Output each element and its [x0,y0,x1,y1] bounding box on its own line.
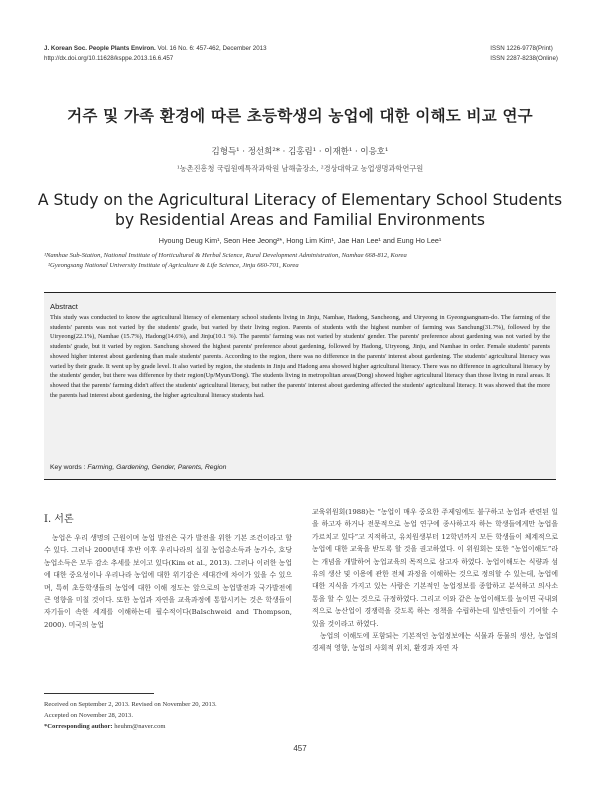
footnotes [44,699,294,732]
volume-info: Vol. 16 No. 6: 457-462, December 2013 [157,45,267,52]
accepted-date: Accepted on November 28, 2013. [44,712,133,719]
intro-paragraph-1: 농업은 우리 생명의 근원이며 농업 발전은 국가 발전을 위한 기본 조건이라고 할 수 있다. 그러나 2000년대 후반 이후 우리나라의 실질 농업총소득과 농가수, 호당 농업소득은 모두 감소 추세를 보이고 있다(Kim et al., 2013). 그러나 이러한 농업에 대한 중요성이나 우리나라 농업에 대한 위기감은 세대간에 차이가 있을 수 있으며, 특히 초등학생들의 농업에 대한 이해 정도는 앞으로의 농업발전과 국가발전에 큰 영향을 미칠 것이다. 또한 농업과 자연을 교육과정에 통합시키는 것은 학생들이 자기들이 속한 세계를 이해하는데 필수적이다(Balschweid and Thompson, 2000). 미국의 농업 [44,534,292,629]
affiliation-english-2: ²Gyeongsang National University Institute of Agriculture & Life Science, Jinju 660-701, Korea [48,262,299,269]
title-english: A Study on the Agricultural Literacy of Elementary School Students by Residential Areas and Familial Environments [37,191,563,229]
title-korean: 거주 및 가족 환경에 따른 초등학생의 농업에 대한 이해도 비교 연구 [67,106,533,125]
body-column-right [312,506,558,655]
doi-link[interactable]: http://dx.doi.org/10.11628/ksppe.2013.16.6.457 [44,55,174,62]
corresponding-author [44,721,294,732]
issn-print: ISSN 1226-9778(Print) [490,45,553,52]
keywords-label: Key words : [50,464,86,471]
affiliation-korean: ¹농촌진흥청 국립원예특작과학원 남해출장소, ²경상대학교 농업생명과학연구원 [176,164,424,173]
intro-paragraph-3: 농업의 이해도에 포함되는 기본적인 농업정보에는 식물과 동물의 생산, 농업의 경제적 영향, 농업의 사회적 위치, 환경과 자연 자 [312,632,558,653]
abstract-heading: Abstract [50,302,78,311]
abstract-body: This study was conducted to know the agricultural literacy of elementary school students living in Jinju, Namhae, Hadong, Sancheong, and Uiryeong in Gyeongsangnam-do. The farming of the students' parents was not varied by the students' grade, but varied by their living region. Parents of students with the highest number of farming was Sanchung(31.7%), followed by the Uiryeong(22.1%), Namhae (15.7%), Hadong(14.6%), and Jinju(10.1 %). The parents' farming was not varied by students' gender. The parents' preference about gardening was not varied by the students' grade, but it varied by region. Sanchung showed the highest parents' preference about gardening, followed by Hadong, Uiryeong, Jinju, and Namhae in order. Female students' parents showed higher interest about gardening than male students' parents. According to the region, there was no difference in the parents' interest about gardening. The students' agricultural literacy was varied by their grade. It went up by grade level. It also varied by region, the students in Jinju and Hadong area showed higher agricultural literacy. There was no difference in agricultural literacy by the students' gender, but there was difference by their region(Up/Myun/Dong). The students living in metropolitan areas(Dong) showed higher agricultural literacy than those living in rural areas. It showed that the parents' farming didn't affect the students' agricultural literacy, but rather the parents' interest about gardening affected the students' agricultural literacy. It was showed that the more the parents had interest about gardening, the higher agricultural literacy students had. [50,314,550,399]
body-column-left [44,532,292,631]
keywords-values: Farming, Gardening, Gender, Parents, Region [87,464,227,471]
section-heading-introduction: Ⅰ. 서론 [44,514,74,525]
authors-english: Hyoung Deug Kim¹, Seon Hee Jeong²*, Hong Lim Kim¹, Jae Han Lee¹ and Eung Ho Lee¹ [158,236,442,245]
authors-korean: 김형득¹ · 정선희²* · 김홍림¹ · 이재한¹ · 이응호¹ [211,147,389,157]
issn-online: ISSN 2287-8238(Online) [490,55,558,62]
corresponding-email[interactable]: heuhm@naver.com [114,723,166,730]
page-number: 457 [293,744,307,753]
received-date: Received on September 2, 2013. Revised on November 20, 2013. [44,701,217,708]
journal-name: J. Korean Soc. People Plants Environ. [44,45,156,52]
footnote-divider [44,693,154,694]
issn-block [490,44,558,64]
intro-paragraph-2: 교육위원회(1988)는 “농업이 매우 중요한 주제임에도 불구하고 농업과 관련된 일을 하고자 하거나 전문적으로 농업 연구에 종사하고자 하는 학생들에게만 농업을 가르치고 있다”고 지적하고, 유치원생부터 12학년까지 모든 학생들이 체계적으로 농업에 대한 교육을 받도록 할 것을 권고하였다. 이 위원회는 또한 “농업이해도”라는 개념을 개발하여 농업교육의 목적으로 삼고자 하였다. 농업이해도는 식량과 섬유의 생산 및 이용에 관한 전체 과정을 이해하는 것으로 정의할 수 있는데, 농업에 대한 지식을 가지고 있는 사람은 기본적인 농업정보를 종합하고 분석하고 의사소통을 할 수 있는 것으로 규정하였다. 그리고 이와 같은 농업이해도를 높이면 국내외적으로 농산업이 경쟁력을 갖도록 하는 정책을 수립하는데 일반인들이 기여할 수 있을 것이라고 하였다. [312,508,558,628]
affiliation-english [44,251,564,271]
corresponding-label: *Corresponding author: [44,723,113,730]
keywords-line [50,464,226,471]
journal-header [44,44,267,64]
affiliation-english-1: ¹Namhae Sub-Station, National Institute of Horticultural & Herbal Science, Rural Development Administration, Namhae 668-812, Korea [44,252,407,259]
